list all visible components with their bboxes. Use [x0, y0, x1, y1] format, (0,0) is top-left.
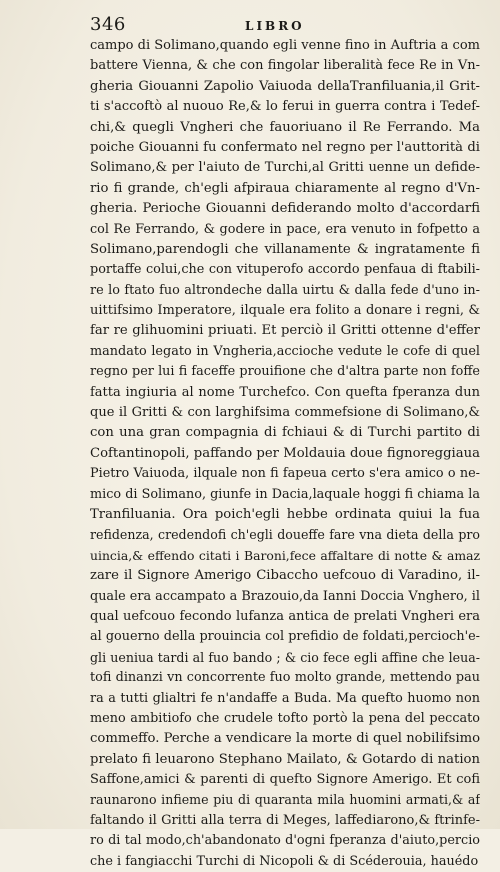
text-line: raunarono infieme piu di quaranta mila huomini armati,& af [90, 792, 480, 808]
text-line: re lo ftato fuo altrondeche dalla uirtu & dalla fede d'uno in- [90, 282, 480, 298]
text-line: chi,& quegli Vngheri che fauoriuano il Re Ferrando. Ma [90, 119, 480, 135]
text-line: gli ueniua tardi al fuo bando ; & cio fece egli affine che leua- [90, 649, 480, 665]
text-line: poiche Giouanni fu confermato nel regno per l'auttorità di [90, 139, 480, 155]
text-line: che i fangiacchi Turchi di Nicopoli & di Scéderouia, hauédo [90, 853, 479, 869]
text-line: uincia,& effendo citati i Baroni,fece affaltare di notte & amaz [90, 547, 480, 563]
text-line: faltando il Gritti alla terra di Meges, laffediarono,& ftrinfe- [90, 812, 480, 828]
text-line: commeffo. Perche a vendicare la morte di quel nobilifsimo [90, 731, 480, 747]
text-line: fatta ingiuria al nome Turchefco. Con quefta fperanza dun [90, 384, 480, 400]
text-line: gheria. Perioche Giouanni defiderando molto d'accordarfi [90, 201, 480, 217]
text-line: campo di Solimano,quando egli venne fino in Auftria a com [90, 38, 480, 53]
text-line: quale era accampato a Brazouio,da Ianni Doccia Vnghero, il [90, 588, 480, 604]
text-line: portaffe colui,che con vituperofo accordo penfaua di ftabili- [90, 262, 480, 278]
text-line: ra a tutti glialtri fe n'andaffe a Buda. Ma quefto huomo non [90, 690, 480, 706]
text-line: rio fi grande, ch'egli afpiraua chiaramente al regno d'Vn- [90, 180, 480, 196]
text-line: regno per lui fi faceffe prouifione che d'altra parte non foffe [90, 364, 480, 380]
text-line: ro di tal modo,ch'abandonato d'ogni fperanza d'aiuto,percio [90, 833, 480, 849]
text-line: meno ambitiofo che crudele tofto portò la pena del peccato [90, 710, 480, 726]
text-line: con una gran compagnia di fchiaui & di Turchi partito di [90, 425, 480, 441]
text-line: ti s'accoftò al nuouo Re,& lo ferui in guerra contra i Tedef- [90, 99, 480, 115]
text-line: Solimano,& per l'aiuto de Turchi,al Gritti uenne un defide- [90, 160, 480, 176]
body-text [90, 36, 480, 872]
running-head [90, 14, 470, 36]
text-line: mico di Solimano, giunfe in Dacia,laquale hoggi fi chiama la [90, 486, 480, 502]
text-line: Tranfiluania. Ora poich'egli hebbe ordinata quiui la fua [90, 506, 480, 522]
text-line: prelato fi leuarono Stephano Mailato, & Gotardo di nation [90, 751, 480, 767]
text-line: Pietro Vaiuoda, ilquale non fi fapeua certo s'era amico o ne- [90, 466, 480, 482]
text-line: tofi dinanzi vn concorrente fuo molto grande, mettendo pau [90, 670, 480, 686]
text-line: far re glihuomini priuati. Et perciò il Gritti ottenne d'effer [90, 323, 480, 339]
text-line: Coftantinopoli, paffando per Moldauia doue fignoreggiaua [90, 445, 480, 461]
text-line: col Re Ferrando, & godere in pace, era venuto in fofpetto a [90, 221, 480, 237]
text-line: refidenza, credendofi ch'egli doueffe fare vna dieta della pro [90, 527, 480, 543]
text-line: mandato legato in Vngheria,accioche vedute le cofe di quel [90, 343, 480, 359]
text-line: uittifsimo Imperatore, ilquale era folito a donare i regni, & [90, 303, 480, 319]
running-title: LIBRO [245, 19, 305, 33]
text-line: Solimano,parendogli che villanamente & ingratamente fi [90, 241, 480, 257]
text-line: gheria Giouanni Zapolio Vaiuoda dellaTranfiluania,il Grit- [90, 78, 480, 94]
text-line: Saffone,amici & parenti di quefto Signore Amerigo. Et cofi [90, 772, 480, 788]
text-line: al gouerno della prouincia col prefidio de foldati,percioch'e- [90, 629, 480, 645]
text-line: que il Gritti & con larghifsima commefsione di Solimano,& [90, 405, 480, 421]
text-line: qual uefcouo fecondo lufanza antica de prelati Vngheri era [90, 608, 480, 624]
text-line: battere Vienna, & che con fingolar liberalità fece Re in Vn- [90, 58, 480, 74]
page-number: 346 [90, 14, 126, 35]
text-line: zare il Signore Amerigo Cibaccho uefcouo di Varadino, il- [90, 568, 480, 584]
